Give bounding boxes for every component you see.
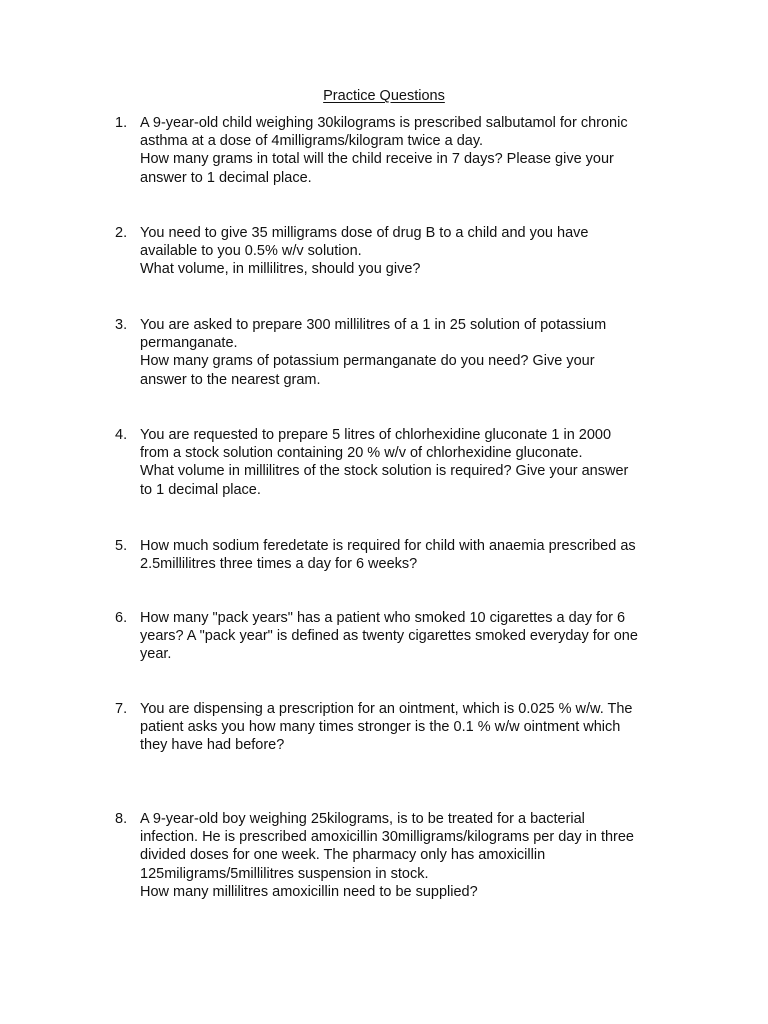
question-line: How many grams of potassium permanganate do you need? Give your [140,353,595,370]
question-line: 2.5millilitres three times a day for 6 weeks? [140,556,418,573]
question-line: You are asked to prepare 300 millilitres of a 1 in 25 solution of potassium [140,317,607,333]
question-item [115,316,685,389]
question-number: 3. [115,317,128,333]
question-text [140,700,685,755]
question-line: divided doses for one week. The pharmacy only has amoxicillin [140,847,546,864]
question-text [140,609,685,664]
question-line: You are requested to prepare 5 litres of chlorhexidine gluconate 1 in 2000 [140,427,612,443]
question-line: How much sodium feredetate is required for child with anaemia prescribed as [140,538,636,554]
question-number: 5. [115,538,128,554]
question-text [140,224,685,279]
question-line: A 9-year-old child weighing 30kilograms is prescribed salbutamol for chronic [140,115,628,131]
question-number: 8. [115,811,128,827]
question-line: 125miligrams/5millilitres suspension in stock. [140,865,429,882]
question-line: from a stock solution containing 20 % w/v of chlorhexidine gluconate. [140,445,583,462]
question-line: How many grams in total will the child receive in 7 days? Please give your [140,151,614,168]
question-line: they have had before? [140,737,285,754]
question-line: What volume, in millilitres, should you give? [140,261,421,278]
question-item [115,224,685,279]
question-item [115,700,685,755]
question-text [140,316,685,389]
question-item [115,426,685,499]
question-line: You need to give 35 milligrams dose of drug B to a child and you have [140,225,589,241]
question-line: asthma at a dose of 4milligrams/kilogram twice a day. [140,133,484,150]
question-number: 6. [115,610,128,626]
question-line: A 9-year-old boy weighing 25kilograms, is to be treated for a bacterial [140,811,585,827]
question-line: patient asks you how many times stronger is the 0.1 % w/w ointment which [140,719,621,736]
question-number: 1. [115,115,128,131]
question-number: 2. [115,225,128,241]
question-item [115,810,685,901]
question-line: answer to the nearest gram. [140,371,321,388]
question-line: You are dispensing a prescription for an ointment, which is 0.025 % w/w. The [140,701,633,717]
question-item [115,537,685,573]
question-line: What volume in millilitres of the stock solution is required? Give your answer [140,463,629,480]
question-line: years? A "pack year" is defined as twenty cigarettes smoked everyday for one [140,628,638,645]
question-line: How many "pack years" has a patient who smoked 10 cigarettes a day for 6 [140,610,626,626]
question-line: permanganate. [140,335,238,352]
question-text [140,537,685,573]
page-title: Practice Questions [323,88,445,104]
question-text [140,114,685,187]
question-text [140,810,685,901]
question-line: answer to 1 decimal place. [140,169,312,186]
question-number: 4. [115,427,128,443]
question-line: infection. He is prescribed amoxicillin 30milligrams/kilograms per day in three [140,829,634,846]
question-item [115,114,685,187]
question-line: year. [140,646,172,663]
question-number: 7. [115,701,128,717]
question-text [140,426,685,499]
question-item [115,609,685,664]
question-line: available to you 0.5% w/v solution. [140,243,362,260]
question-line: How many millilitres amoxicillin need to be supplied? [140,883,478,900]
question-line: to 1 decimal place. [140,481,261,498]
